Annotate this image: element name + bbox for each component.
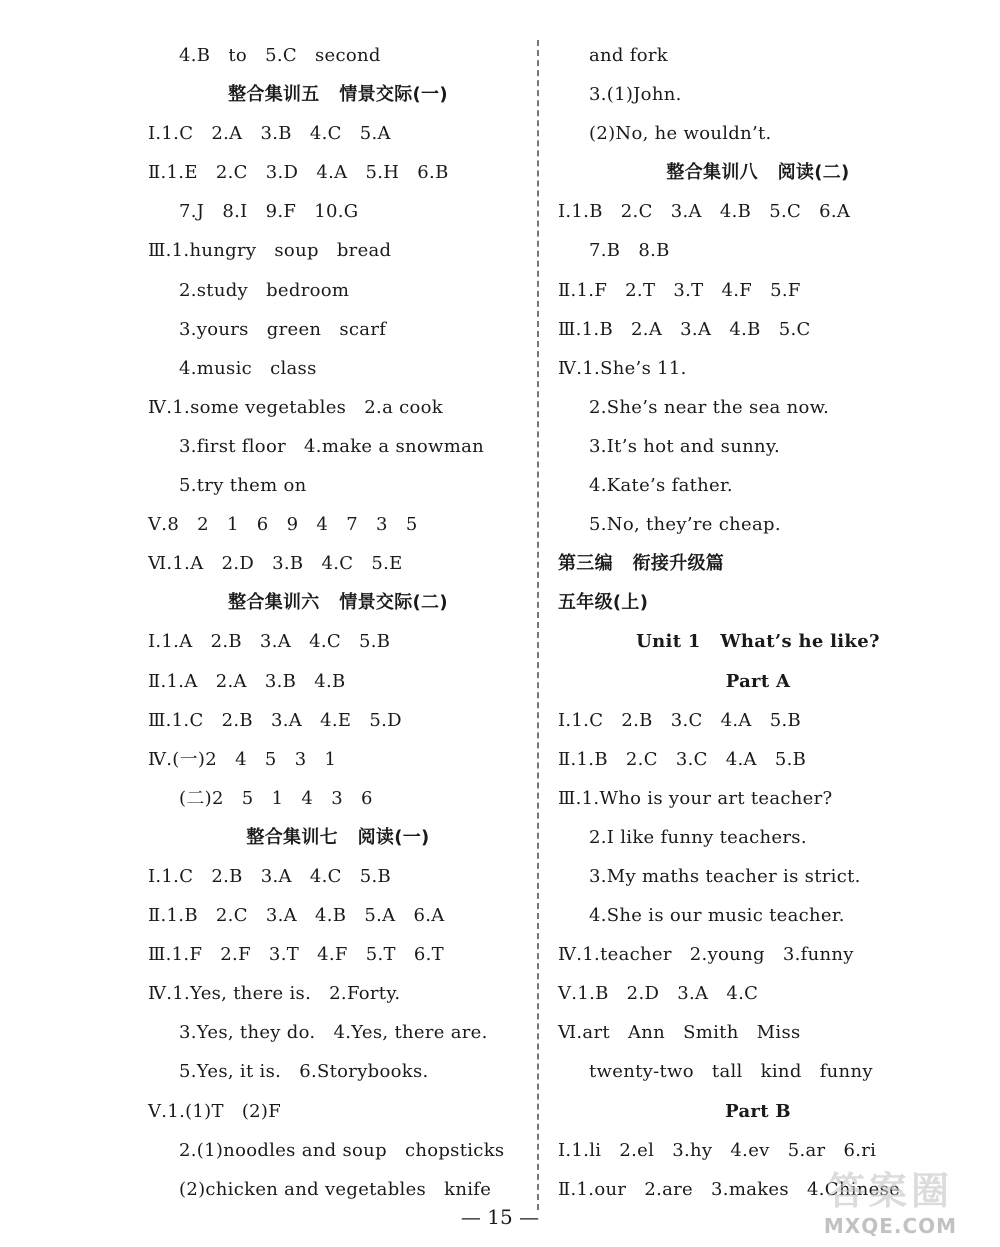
answer-line: 7.B 8.B (589, 240, 670, 262)
answer-line: 5.try them on (179, 475, 307, 497)
answer-line: Ⅰ.1.li 2.el 3.hy 4.ev 5.ar 6.ri (558, 1139, 877, 1161)
section-heading: 五年级(上) (558, 592, 649, 614)
answer-line: Ⅴ.8 2 1 6 9 4 7 3 5 (148, 514, 418, 536)
answer-line: Ⅱ.1.B 2.C 3.A 4.B 5.A 6.A (148, 905, 445, 927)
answer-line: Ⅲ.1.B 2.A 3.A 4.B 5.C (558, 318, 811, 340)
section-heading: Part B (725, 1100, 791, 1122)
answer-line: Ⅲ.1.hungry soup bread (148, 240, 392, 262)
answer-line: 4.B to 5.C second (179, 45, 381, 66)
answer-line: 3.(1)John. (589, 84, 682, 106)
answer-line: Ⅲ.1.C 2.B 3.A 4.E 5.D (148, 709, 402, 731)
section-heading: Unit 1 What’s he like? (636, 631, 880, 653)
section-heading: 整合集训七 阅读(一) (246, 826, 430, 848)
answer-line: 4.music class (179, 357, 317, 379)
answer-line: Ⅰ.1.C 2.B 3.C 4.A 5.B (558, 709, 802, 731)
answer-line: Ⅵ.art Ann Smith Miss (558, 1022, 801, 1044)
section-heading: Part A (725, 670, 791, 692)
answer-line: Ⅳ.(一)2 4 5 3 1 (148, 748, 337, 770)
answer-line: twenty-two tall kind funny (589, 1061, 873, 1083)
right-answer-column (558, 36, 958, 1209)
section-heading: 整合集训八 阅读(二) (666, 162, 850, 184)
answer-line: (2)No, he wouldn’t. (589, 123, 772, 145)
answer-line: 3.Yes, they do. 4.Yes, there are. (179, 1022, 488, 1044)
answer-line: 4.Kate’s father. (589, 475, 733, 497)
answer-line: Ⅵ.1.A 2.D 3.B 4.C 5.E (148, 553, 403, 575)
answer-line: Ⅱ.1.our 2.are 3.makes 4.Chinese (558, 1178, 901, 1200)
answer-line: Ⅱ.1.A 2.A 3.B 4.B (148, 670, 346, 692)
answer-line: Ⅴ.1.(1)T (2)F (148, 1100, 282, 1122)
answer-line: Ⅳ.1.some vegetables 2.a cook (148, 396, 443, 418)
answer-line: Ⅱ.1.B 2.C 3.C 4.A 5.B (558, 748, 807, 770)
answer-line: 3.It’s hot and sunny. (589, 435, 780, 457)
left-answer-column (148, 36, 528, 1209)
answer-line: Ⅰ.1.C 2.B 3.A 4.C 5.B (148, 865, 392, 887)
answer-line: (2)chicken and vegetables knife (179, 1178, 492, 1200)
section-heading: 整合集训五 情景交际(一) (228, 84, 448, 106)
answer-line: Ⅱ.1.E 2.C 3.D 4.A 5.H 6.B (148, 162, 449, 184)
answer-line: 3.yours green scarf (179, 318, 387, 340)
answer-line: Ⅳ.1.She’s 11. (558, 357, 687, 379)
answer-line: (二)2 5 1 4 3 6 (179, 787, 373, 809)
section-heading: 第三编 衔接升级篇 (558, 553, 725, 575)
answer-line: 7.J 8.I 9.F 10.G (179, 201, 359, 223)
watermark-logo (813, 1160, 988, 1240)
answer-line: Ⅲ.1.F 2.F 3.T 4.F 5.T 6.T (148, 944, 444, 966)
answer-line: 2.She’s near the sea now. (589, 396, 830, 418)
answer-line: 4.She is our music teacher. (589, 905, 845, 927)
answer-line: Ⅴ.1.B 2.D 3.A 4.C (558, 983, 759, 1005)
answer-line: 2.(1)noodles and soup chopsticks (179, 1139, 505, 1161)
answer-line: Ⅱ.1.F 2.T 3.T 4.F 5.F (558, 279, 801, 301)
answer-line: 3.My maths teacher is strict. (589, 865, 861, 887)
answer-line: 2.study bedroom (179, 279, 350, 301)
answer-line: Ⅳ.1.Yes, there is. 2.Forty. (148, 983, 401, 1005)
watermark-graphic: 答案圈 (826, 1169, 953, 1213)
answer-line: 5.No, they’re cheap. (589, 514, 781, 536)
answer-line: and fork (589, 45, 668, 66)
watermark-text: MXQE.COM (823, 1214, 958, 1238)
page-number: — 15 — (460, 1205, 540, 1229)
answer-line: 3.first floor 4.make a snowman (179, 435, 485, 457)
answer-line: Ⅰ.1.C 2.A 3.B 4.C 5.A (148, 123, 391, 145)
column-divider (537, 40, 539, 1210)
answer-line: Ⅰ.1.B 2.C 3.A 4.B 5.C 6.A (558, 201, 851, 223)
answer-line: Ⅳ.1.teacher 2.young 3.funny (558, 944, 854, 966)
answer-line: 2.I like funny teachers. (589, 826, 807, 848)
answer-line: Ⅲ.1.Who is your art teacher? (558, 787, 833, 809)
section-heading: 整合集训六 情景交际(二) (228, 592, 448, 614)
answer-line: Ⅰ.1.A 2.B 3.A 4.C 5.B (148, 631, 391, 653)
answer-line: 5.Yes, it is. 6.Storybooks. (179, 1061, 429, 1083)
